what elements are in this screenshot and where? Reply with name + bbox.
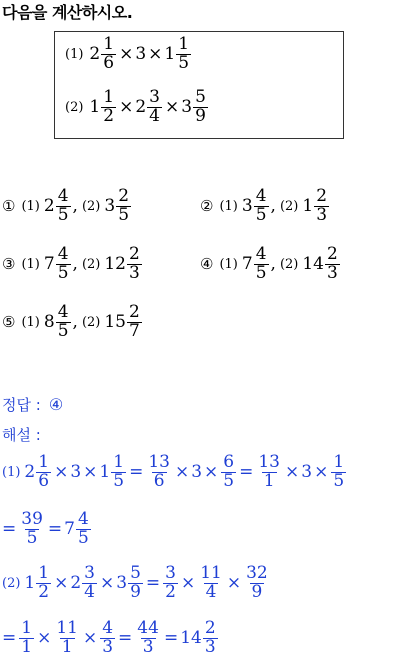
part-label: (1) — [2, 464, 21, 480]
fraction — [56, 304, 71, 341]
part-label: (2) — [81, 314, 101, 330]
numerator: 5 — [195, 87, 206, 107]
numerator: 4 — [102, 618, 114, 638]
fraction — [56, 188, 71, 225]
numerator: 11 — [200, 563, 222, 583]
denominator: 5 — [57, 204, 69, 225]
denominator: 6 — [38, 470, 50, 491]
answer-label: 정답 : — [2, 396, 41, 414]
whole: 2 — [24, 462, 36, 483]
fraction — [128, 565, 143, 602]
whole: 8 — [43, 312, 55, 333]
denominator: 5 — [26, 527, 38, 548]
denominator: 4 — [205, 581, 217, 602]
numerator: 4 — [57, 186, 69, 206]
fraction — [198, 565, 224, 602]
part-label: (2) — [2, 575, 21, 591]
factor: 3 — [191, 462, 203, 483]
numerator: 13 — [148, 452, 170, 472]
numerator: 2 — [129, 244, 140, 264]
explanation-line-4 — [2, 620, 219, 657]
fraction — [100, 620, 115, 657]
equals-sign: = — [118, 628, 133, 649]
equals-sign: = — [239, 462, 254, 483]
fraction — [101, 36, 116, 73]
fraction — [82, 565, 97, 602]
choice-2[interactable] — [200, 188, 330, 225]
separator: , — [270, 254, 276, 275]
explanation-label: 해설 : — [2, 426, 41, 444]
question-1-label: (1) — [65, 46, 84, 62]
part-label: (2) — [81, 256, 101, 272]
denominator: 5 — [57, 320, 69, 341]
denominator: 1 — [263, 470, 275, 491]
denominator: 3 — [204, 636, 216, 657]
denominator: 3 — [129, 262, 140, 283]
numerator: 1 — [103, 87, 115, 107]
numerator: 3 — [84, 563, 95, 583]
times-sign: × — [226, 573, 242, 594]
part-label: (1) — [21, 256, 40, 272]
numerator: 4 — [255, 244, 267, 264]
numerator: 6 — [223, 452, 235, 472]
fraction — [254, 246, 269, 283]
denominator: 5 — [77, 527, 89, 548]
whole: 15 — [104, 312, 126, 333]
whole: 1 — [89, 97, 101, 118]
whole: 14 — [180, 628, 202, 649]
choice-number: ② — [200, 197, 214, 216]
explanation-line-2 — [2, 511, 92, 548]
denominator: 5 — [113, 470, 125, 491]
fraction — [56, 246, 71, 283]
equals-sign: = — [163, 628, 179, 649]
numerator: 2 — [129, 302, 140, 322]
fraction — [325, 246, 340, 283]
times-sign: × — [119, 44, 134, 65]
explanation-line-3 — [2, 565, 271, 602]
times-sign: × — [180, 573, 196, 594]
question-2-label: (2) — [65, 99, 84, 115]
fraction — [36, 454, 51, 491]
times-sign: × — [314, 462, 329, 483]
numerator: 32 — [246, 563, 268, 583]
denominator: 5 — [255, 204, 267, 225]
question-box — [54, 31, 344, 139]
denominator: 2 — [103, 105, 115, 126]
denominator: 2 — [165, 581, 176, 602]
fraction — [116, 188, 131, 225]
separator: , — [72, 196, 78, 217]
part-label: (2) — [279, 198, 299, 214]
whole: 12 — [104, 254, 126, 275]
part-label: (2) — [81, 198, 101, 214]
whole: 1 — [302, 196, 314, 217]
fraction — [221, 454, 236, 491]
factor: 3 — [135, 44, 147, 65]
numerator: 4 — [57, 302, 69, 322]
explanation-line-1 — [2, 454, 347, 491]
whole: 7 — [43, 254, 55, 275]
choice-number: ④ — [200, 255, 214, 274]
numerator: 1 — [21, 618, 33, 638]
fraction — [76, 511, 91, 548]
numerator: 2 — [327, 244, 338, 264]
numerator: 2 — [204, 618, 216, 638]
choice-4[interactable] — [200, 246, 341, 283]
fraction — [146, 454, 172, 491]
denominator: 5 — [223, 470, 235, 491]
choice-number: ① — [2, 197, 16, 216]
numerator: 4 — [77, 509, 89, 529]
problem-title: 다음을 계산하시오. — [2, 3, 133, 22]
fraction — [147, 89, 162, 126]
denominator: 5 — [178, 52, 190, 73]
numerator: 39 — [21, 509, 43, 529]
denominator: 5 — [118, 204, 130, 225]
choice-number: ⑤ — [2, 313, 16, 332]
whole: 7 — [241, 254, 253, 275]
equals-sign: = — [129, 462, 144, 483]
fraction — [244, 565, 270, 602]
separator: , — [72, 254, 78, 275]
denominator: 2 — [38, 581, 50, 602]
times-sign: × — [285, 462, 300, 483]
denominator: 9 — [130, 581, 141, 602]
times-sign: × — [82, 628, 98, 649]
denominator: 4 — [84, 581, 95, 602]
denominator: 3 — [327, 262, 338, 283]
times-sign: × — [83, 462, 98, 483]
whole: 1 — [99, 462, 111, 483]
fraction — [331, 454, 346, 491]
question-2 — [65, 89, 209, 126]
numerator: 2 — [316, 186, 328, 206]
part-label: (1) — [21, 314, 40, 330]
numerator: 44 — [137, 618, 159, 638]
part-label: (1) — [219, 256, 238, 272]
part-label: (1) — [21, 198, 40, 214]
factor: 3 — [70, 462, 82, 483]
denominator: 6 — [103, 52, 115, 73]
numerator: 1 — [178, 34, 190, 54]
denominator: 1 — [61, 636, 73, 657]
whole: 2 — [89, 44, 101, 65]
equals-sign: = — [145, 573, 161, 594]
denominator: 3 — [316, 204, 328, 225]
choice-5[interactable] — [2, 304, 143, 341]
whole: 2 — [70, 573, 82, 594]
times-sign: × — [164, 97, 180, 118]
fraction — [193, 89, 208, 126]
denominator: 9 — [195, 105, 206, 126]
answer-line — [2, 394, 63, 415]
whole: 3 — [241, 196, 253, 217]
numerator: 2 — [118, 186, 130, 206]
whole: 14 — [302, 254, 324, 275]
fraction — [256, 454, 282, 491]
explanation-heading — [2, 424, 41, 445]
numerator: 11 — [56, 618, 78, 638]
fraction — [19, 511, 45, 548]
fraction — [135, 620, 161, 657]
times-sign: × — [148, 44, 163, 65]
fraction — [54, 620, 80, 657]
times-sign: × — [204, 462, 219, 483]
choice-1[interactable] — [2, 188, 132, 225]
fraction — [101, 89, 116, 126]
times-sign: × — [37, 628, 52, 649]
numerator: 1 — [333, 452, 345, 472]
numerator: 4 — [57, 244, 69, 264]
fraction — [176, 36, 191, 73]
denominator: 6 — [153, 470, 165, 491]
fraction — [314, 188, 329, 225]
numerator: 1 — [38, 563, 50, 583]
whole: 3 — [104, 196, 116, 217]
denominator: 9 — [251, 581, 263, 602]
fraction — [127, 304, 142, 341]
times-sign: × — [119, 97, 134, 118]
denominator: 1 — [21, 636, 33, 657]
fraction — [19, 620, 34, 657]
whole: 2 — [135, 97, 147, 118]
equals-sign: = — [2, 628, 17, 649]
fraction — [127, 246, 142, 283]
numerator: 3 — [149, 87, 160, 107]
denominator: 5 — [57, 262, 69, 283]
denominator: 4 — [149, 105, 160, 126]
denominator: 7 — [129, 320, 140, 341]
numerator: 5 — [130, 563, 141, 583]
equals-sign: = — [47, 519, 63, 540]
denominator: 5 — [255, 262, 267, 283]
times-sign: × — [54, 462, 69, 483]
fraction — [111, 454, 126, 491]
whole: 3 — [181, 97, 193, 118]
denominator: 3 — [142, 636, 154, 657]
fraction — [203, 620, 218, 657]
numerator: 4 — [255, 186, 267, 206]
part-label: (1) — [219, 198, 238, 214]
whole: 2 — [43, 196, 55, 217]
question-1 — [65, 36, 192, 73]
whole: 1 — [164, 44, 176, 65]
denominator: 3 — [102, 636, 114, 657]
whole: 3 — [116, 573, 128, 594]
times-sign: × — [54, 573, 69, 594]
denominator: 5 — [333, 470, 345, 491]
times-sign: × — [99, 573, 115, 594]
times-sign: × — [174, 462, 190, 483]
answer-value: ④ — [48, 395, 64, 414]
numerator: 3 — [165, 563, 176, 583]
fraction — [36, 565, 51, 602]
equals-sign: = — [2, 519, 17, 540]
whole: 1 — [24, 573, 36, 594]
factor: 3 — [301, 462, 313, 483]
separator: , — [72, 312, 78, 333]
separator: , — [270, 196, 276, 217]
choice-3[interactable] — [2, 246, 143, 283]
choice-number: ③ — [2, 255, 16, 274]
whole: 7 — [64, 519, 75, 540]
numerator: 1 — [103, 34, 115, 54]
numerator: 13 — [258, 452, 280, 472]
numerator: 1 — [38, 452, 50, 472]
fraction — [254, 188, 269, 225]
numerator: 1 — [113, 452, 125, 472]
fraction — [163, 565, 178, 602]
part-label: (2) — [279, 256, 299, 272]
